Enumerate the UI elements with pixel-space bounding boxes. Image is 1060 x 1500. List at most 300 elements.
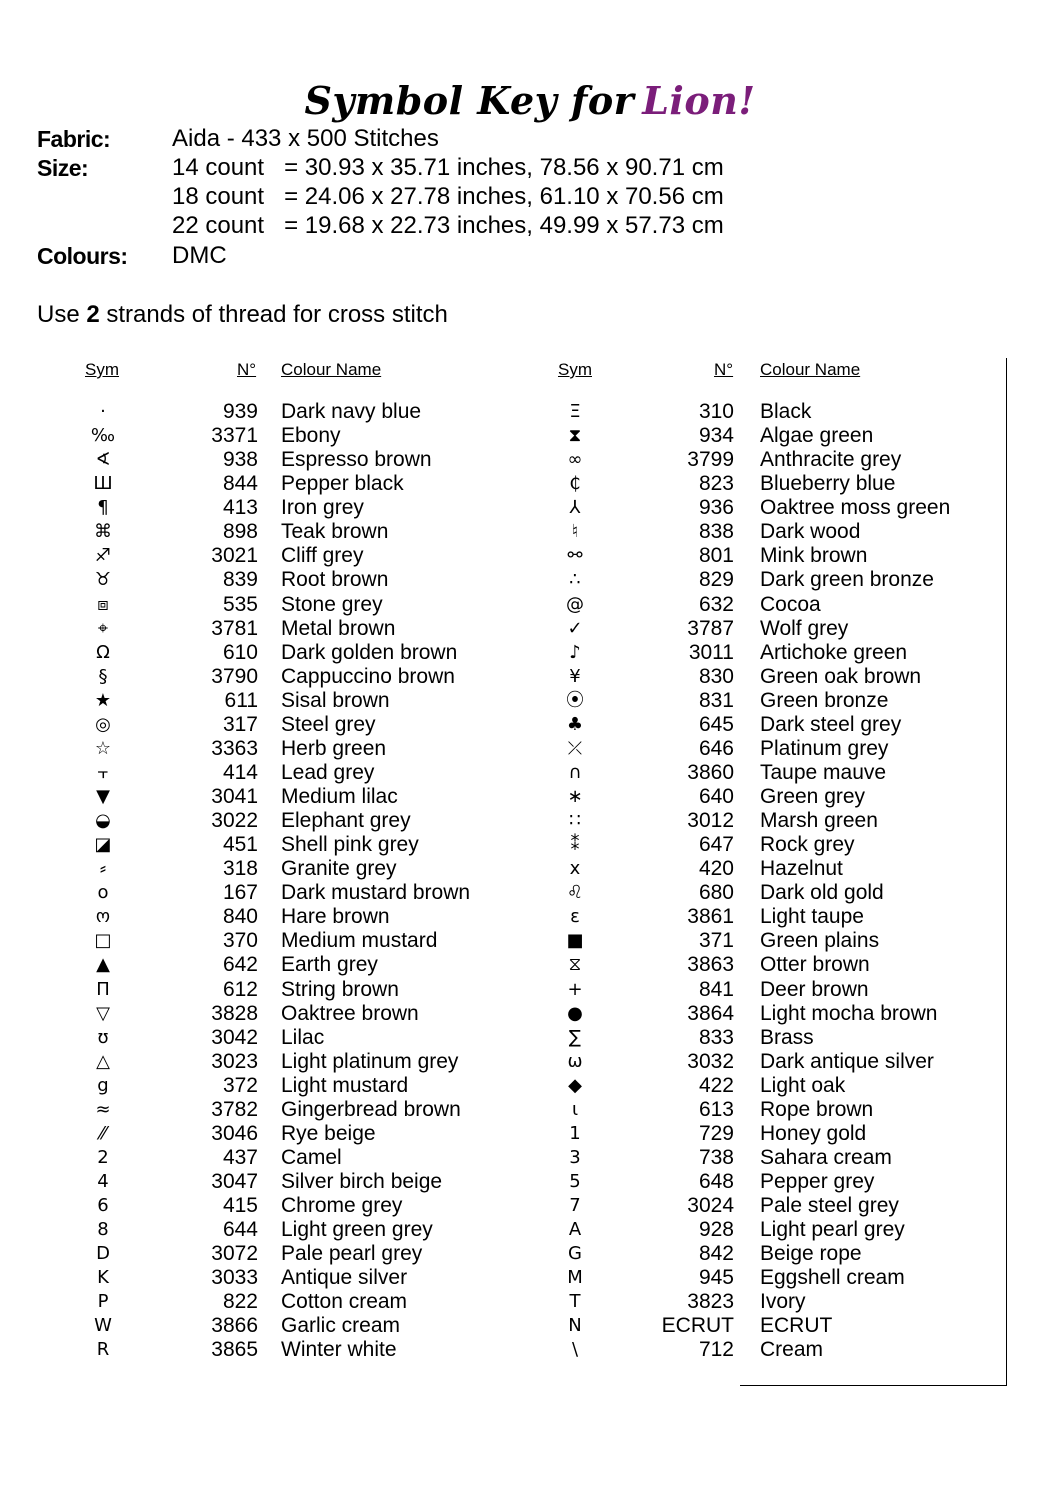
table-row — [0, 929, 1000, 953]
symbol-glyph: ♣ — [566, 713, 584, 735]
symbol-glyph: ⌘ — [94, 521, 112, 543]
dmc-number: 3011 — [688, 640, 734, 664]
table-row — [0, 978, 1000, 1002]
colour-name: Earth grey — [281, 953, 378, 977]
dmc-number: 3861 — [687, 905, 734, 929]
table-row — [0, 1290, 1000, 1314]
colour-name: Shell pink grey — [281, 833, 419, 857]
symbol-glyph: ♮ — [571, 521, 579, 543]
dmc-number: 3864 — [687, 1001, 734, 1025]
colour-name: Root brown — [281, 568, 389, 592]
strands-instruction — [37, 301, 448, 329]
colour-name: Sisal brown — [281, 688, 390, 712]
title-pattern-name: Lion! — [642, 78, 756, 123]
colour-name: Cream — [760, 1338, 824, 1362]
symbol-glyph: 1 — [569, 1122, 581, 1144]
symbol-glyph: ¥ — [569, 665, 581, 687]
table-row — [0, 1194, 1000, 1218]
symbol-glyph: ɩ — [571, 1098, 579, 1120]
dmc-number: 167 — [222, 881, 258, 905]
dmc-number: ECRUT — [661, 1314, 734, 1338]
colour-name: Stone grey — [281, 592, 383, 616]
dmc-number: 839 — [222, 568, 258, 592]
symbol-glyph: Ш — [93, 473, 113, 495]
table-row — [0, 785, 1000, 809]
colour-name: Chrome grey — [281, 1194, 403, 1218]
dmc-number: 934 — [698, 424, 734, 448]
dmc-number: 3799 — [687, 448, 734, 472]
colour-name: Antique silver — [281, 1266, 408, 1290]
colour-name: Algae green — [760, 424, 874, 448]
dmc-number: 3782 — [211, 1097, 258, 1121]
colour-name: Black — [760, 400, 812, 423]
dmc-number: 437 — [222, 1145, 258, 1169]
colour-name: Gingerbread brown — [281, 1097, 461, 1121]
header-name-right: Colour Name — [760, 360, 861, 379]
table-row — [0, 809, 1000, 833]
dmc-number: 3032 — [687, 1049, 734, 1073]
dmc-number: 413 — [222, 496, 258, 520]
colour-name: Light pearl grey — [760, 1218, 905, 1242]
table-row — [0, 665, 1000, 689]
dmc-number: 371 — [698, 929, 734, 953]
table-row — [0, 1266, 1000, 1290]
dmc-number: 3363 — [211, 736, 258, 760]
colour-name: Dark antique silver — [760, 1049, 934, 1073]
colour-name: String brown — [281, 977, 399, 1001]
dmc-number: 680 — [698, 881, 734, 905]
colour-name: Hare brown — [281, 905, 390, 929]
dmc-number: 3047 — [211, 1170, 258, 1193]
colour-name: Dark old gold — [760, 881, 884, 905]
dmc-number: 840 — [222, 905, 258, 929]
colour-name: Iron grey — [281, 496, 364, 520]
colour-name: Rock grey — [760, 833, 855, 857]
symbol-glyph: K — [97, 1267, 109, 1289]
dmc-number: 613 — [698, 1097, 734, 1121]
colour-name: Green oak brown — [760, 664, 922, 688]
symbol-glyph: ◆ — [568, 1074, 582, 1096]
colour-name: ECRUT — [760, 1314, 833, 1338]
dmc-number: 451 — [222, 833, 258, 857]
symbol-glyph: ♉ — [94, 569, 112, 591]
colour-name: Mink brown — [760, 544, 868, 568]
dmc-number: 844 — [222, 472, 258, 496]
dmc-number: 831 — [698, 688, 734, 712]
colour-name: Green grey — [760, 785, 866, 808]
colour-name: Light platinum grey — [281, 1049, 459, 1073]
colour-name: Light taupe — [760, 905, 864, 929]
dmc-number: 317 — [222, 712, 258, 736]
colour-name: Light mocha brown — [760, 1001, 938, 1025]
table-row — [0, 424, 1000, 448]
colour-name: Dark golden brown — [281, 640, 458, 664]
table-row — [0, 544, 1000, 568]
table-row — [0, 761, 1000, 785]
size-label: Size: — [37, 155, 89, 181]
dmc-number: 936 — [698, 496, 734, 520]
symbol-glyph: Ω — [96, 641, 110, 663]
colour-name: Elephant grey — [281, 809, 411, 833]
dmc-number: 414 — [222, 760, 258, 784]
dmc-number: 632 — [698, 592, 734, 616]
dmc-number: 801 — [698, 544, 734, 568]
colour-name: Light oak — [760, 1073, 846, 1097]
dmc-number: 822 — [222, 1290, 258, 1314]
symbol-glyph: ∞ — [567, 449, 583, 471]
colour-name: Lilac — [281, 1025, 325, 1049]
dmc-number: 318 — [222, 857, 258, 881]
table-row — [0, 689, 1000, 713]
dmc-number: 3041 — [211, 785, 258, 808]
dmc-number: 729 — [698, 1121, 734, 1145]
colour-name: Deer brown — [760, 977, 869, 1001]
colour-name: Medium lilac — [281, 785, 398, 808]
table-row — [0, 400, 1000, 424]
dmc-number: 3828 — [211, 1001, 258, 1025]
symbol-glyph: ⤫ — [567, 737, 583, 759]
symbol-glyph: o — [97, 882, 109, 904]
table-row — [0, 1026, 1000, 1050]
dmc-number: 647 — [698, 833, 734, 857]
colour-name: Herb green — [281, 736, 387, 760]
symbol-glyph: x — [569, 858, 581, 880]
colour-name: Blueberry blue — [760, 472, 896, 496]
dmc-number: 3012 — [687, 809, 734, 833]
symbol-glyph: ⚯ — [567, 545, 583, 567]
colour-name: Winter white — [281, 1338, 397, 1362]
dmc-number: 712 — [698, 1338, 734, 1362]
colour-name: Dark navy blue — [281, 400, 422, 423]
colour-name: Cliff grey — [281, 544, 364, 568]
symbol-glyph: ¶ — [97, 497, 109, 519]
colours-label: Colours: — [37, 243, 128, 269]
symbol-glyph: ◪ — [94, 834, 112, 856]
symbol-glyph: ‰ — [90, 425, 116, 447]
dmc-number: 838 — [698, 520, 734, 544]
table-row — [0, 472, 1000, 496]
table-row — [0, 448, 1000, 472]
colour-name: Sahara cream — [760, 1145, 892, 1169]
colour-name: Platinum grey — [760, 736, 889, 760]
colour-name: Cocoa — [760, 592, 821, 616]
size-18-count: 18 count = 24.06 x 27.78 inches, 61.10 x 70.56 cm — [172, 183, 724, 210]
symbol-glyph: ✓ — [567, 617, 583, 639]
colour-name: Light green grey — [281, 1218, 433, 1242]
dmc-number: 738 — [698, 1145, 734, 1169]
dmc-number: 3790 — [211, 664, 258, 688]
dmc-number: 420 — [698, 857, 734, 881]
colour-name: Granite grey — [281, 857, 397, 881]
strands-count: 2 — [86, 301, 100, 328]
colour-name: Brass — [760, 1025, 814, 1049]
symbol-glyph: ∷ — [569, 810, 581, 832]
colour-name: Teak brown — [281, 520, 389, 544]
dmc-number: 3046 — [211, 1121, 258, 1145]
table-row — [0, 713, 1000, 737]
colour-name: Oaktree brown — [281, 1001, 419, 1025]
symbol-glyph: G — [568, 1243, 582, 1265]
dmc-number: 3823 — [687, 1290, 734, 1314]
symbol-glyph: 7 — [569, 1195, 581, 1217]
colour-name: Honey gold — [760, 1121, 867, 1145]
colour-name: Pale steel grey — [760, 1194, 899, 1218]
colour-name: Anthracite grey — [760, 448, 902, 472]
symbol-glyph: □ — [94, 930, 112, 952]
dmc-number: 422 — [698, 1073, 734, 1097]
symbol-glyph: 6 — [97, 1195, 109, 1217]
dmc-number: 640 — [698, 785, 734, 808]
symbol-table-right — [0, 400, 1000, 1363]
colour-name: Dark green bronze — [760, 568, 934, 592]
table-row — [0, 1122, 1000, 1146]
symbol-glyph: ⁑ — [570, 834, 580, 856]
colour-name: Silver birch beige — [281, 1170, 443, 1193]
colour-name: Pale pearl grey — [281, 1242, 423, 1266]
dmc-number: 372 — [222, 1073, 258, 1097]
colour-name: Rye beige — [281, 1121, 376, 1145]
symbol-glyph: ⸗ — [100, 858, 106, 880]
dmc-number: 3021 — [211, 544, 258, 568]
colour-name: Artichoke green — [760, 640, 908, 664]
symbol-glyph: ⧈ — [97, 593, 109, 615]
symbol-glyph: Ξ — [569, 401, 581, 422]
colour-name: Green plains — [760, 929, 880, 953]
colour-name: Rope brown — [760, 1097, 874, 1121]
colour-name: Wolf grey — [760, 616, 849, 640]
fabric-label: Fabric: — [37, 126, 111, 152]
symbol-glyph: ⁄⁄ — [99, 1122, 106, 1144]
dmc-number: 898 — [222, 520, 258, 544]
colour-name: Camel — [281, 1145, 342, 1169]
colour-name: Beige rope — [760, 1242, 862, 1266]
symbol-glyph: A — [568, 1219, 582, 1241]
symbol-glyph: ⧗ — [568, 425, 582, 447]
symbol-glyph: Π — [96, 978, 110, 1000]
colour-name: Eggshell cream — [760, 1266, 905, 1290]
symbol-glyph: ▼ — [96, 786, 110, 807]
symbol-glyph: ⧖ — [568, 954, 582, 976]
table-row — [0, 593, 1000, 617]
dmc-number: 415 — [222, 1194, 258, 1218]
dmc-number: 830 — [698, 664, 734, 688]
colour-name: Metal brown — [281, 616, 396, 640]
table-row — [0, 905, 1000, 929]
colour-name: Steel grey — [281, 712, 376, 736]
symbol-glyph: 3 — [569, 1146, 581, 1168]
table-row — [0, 1314, 1000, 1338]
symbol-glyph: ∴ — [569, 569, 581, 591]
colour-name: Medium mustard — [281, 929, 438, 953]
dmc-number: 3371 — [211, 424, 258, 448]
symbol-glyph: ● — [567, 1002, 583, 1024]
symbol-glyph: ∩ — [568, 761, 582, 783]
symbol-glyph: ɛ — [570, 906, 580, 928]
colours-value: DMC — [172, 242, 227, 269]
colour-name: Light mustard — [281, 1073, 409, 1097]
dmc-number: 833 — [698, 1025, 734, 1049]
symbol-glyph: \ — [571, 1339, 579, 1361]
dmc-number: 611 — [224, 688, 258, 712]
dmc-number: 645 — [698, 712, 734, 736]
right-border-line — [1006, 358, 1007, 1386]
dmc-number: 939 — [222, 400, 258, 423]
symbol-glyph: 5 — [569, 1171, 581, 1192]
symbol-glyph: ⌖ — [97, 617, 109, 639]
symbol-glyph: W — [94, 1315, 112, 1337]
symbol-glyph: 8 — [97, 1219, 109, 1241]
symbol-glyph: T — [569, 1291, 581, 1313]
table-row — [0, 953, 1000, 977]
colour-name: Otter brown — [760, 953, 870, 977]
colour-name: Garlic cream — [281, 1314, 401, 1338]
size-22-count: 22 count = 19.68 x 22.73 inches, 49.99 x 57.73 cm — [172, 212, 724, 239]
dmc-number: 3866 — [211, 1314, 258, 1338]
table-row — [0, 833, 1000, 857]
symbol-glyph: ∑ — [568, 1026, 582, 1048]
colour-name: Pepper grey — [760, 1170, 875, 1193]
symbol-glyph: ʊ — [97, 1026, 109, 1048]
symbol-glyph: ₵ — [569, 473, 581, 495]
strands-pre: Use — [37, 301, 87, 328]
symbol-glyph: § — [98, 665, 108, 687]
colour-name: Cotton cream — [281, 1290, 408, 1314]
dmc-number: 3072 — [211, 1242, 258, 1266]
symbol-glyph: 2 — [97, 1146, 109, 1168]
symbol-glyph: @ — [566, 593, 584, 615]
symbol-glyph: ◒ — [95, 810, 111, 832]
table-row — [0, 641, 1000, 665]
dmc-number: 3023 — [211, 1049, 258, 1073]
symbol-glyph: ♪ — [569, 641, 581, 663]
strands-post: strands of thread for cross stitch — [99, 301, 448, 328]
bottom-border-line — [740, 1385, 1007, 1386]
symbol-glyph: ∗ — [567, 786, 583, 807]
colour-name: Ivory — [760, 1290, 806, 1314]
colour-name: Pepper black — [281, 472, 404, 496]
table-row — [0, 737, 1000, 761]
symbol-glyph: R — [96, 1339, 110, 1361]
dmc-number: 3787 — [687, 616, 734, 640]
dmc-number: 646 — [698, 736, 734, 760]
dmc-number: 3042 — [211, 1025, 258, 1049]
colour-name: Espresso brown — [281, 448, 432, 472]
dmc-number: 3863 — [687, 953, 734, 977]
table-row — [0, 1146, 1000, 1170]
dmc-number: 310 — [698, 400, 734, 423]
colour-name: Dark steel grey — [760, 712, 902, 736]
header-num-left: N° — [237, 360, 257, 379]
dmc-number: 823 — [698, 472, 734, 496]
dmc-number: 3781 — [211, 616, 258, 640]
dmc-number: 841 — [698, 977, 734, 1001]
colour-name: Cappuccino brown — [281, 664, 455, 688]
dmc-number: 370 — [222, 929, 258, 953]
title-prefix: Symbol Key for — [304, 78, 635, 123]
dmc-number: 535 — [222, 592, 258, 616]
table-row — [0, 1338, 1000, 1362]
size-14-count: 14 count = 30.93 x 35.71 inches, 78.56 x 90.71 cm — [172, 154, 724, 181]
symbol-glyph: M — [567, 1267, 583, 1289]
symbol-glyph: 4 — [97, 1171, 109, 1192]
colour-name: Lead grey — [281, 760, 375, 784]
symbol-glyph: ★ — [94, 689, 112, 711]
table-row — [0, 1242, 1000, 1266]
table-row — [0, 496, 1000, 520]
dmc-number: 928 — [698, 1218, 734, 1242]
symbol-glyph: ⦿ — [566, 689, 584, 711]
header-sym-left: Sym — [85, 360, 119, 379]
header-num-right: N° — [714, 360, 734, 379]
dmc-number: 938 — [222, 448, 258, 472]
header-name-left: Colour Name — [281, 360, 382, 379]
dmc-number: 3022 — [211, 809, 258, 833]
table-row — [0, 1002, 1000, 1026]
table-row — [0, 568, 1000, 592]
symbol-glyph: ⅄ — [569, 497, 581, 519]
symbol-glyph: + — [567, 978, 583, 1000]
table-row — [0, 520, 1000, 544]
symbol-glyph: ♐ — [94, 545, 112, 567]
dmc-number: 642 — [222, 953, 258, 977]
symbol-glyph: ▽ — [96, 1002, 110, 1024]
dmc-number: 610 — [222, 640, 258, 664]
symbol-glyph: ■ — [566, 930, 584, 952]
symbol-glyph: ო — [95, 906, 111, 928]
symbol-glyph: ♌ — [566, 882, 584, 904]
colour-name: Hazelnut — [760, 857, 843, 881]
table-row — [0, 1098, 1000, 1122]
symbol-glyph: ▲ — [96, 954, 110, 976]
colour-name: Oaktree moss green — [760, 496, 951, 520]
dmc-number: 612 — [222, 977, 258, 1001]
dmc-number: 945 — [698, 1266, 734, 1290]
colour-name: Dark mustard brown — [281, 881, 471, 905]
symbol-glyph: · — [100, 401, 106, 422]
dmc-number: 829 — [698, 568, 734, 592]
symbol-glyph: △ — [96, 1050, 110, 1072]
table-row — [0, 881, 1000, 905]
symbol-glyph: N — [568, 1315, 582, 1337]
symbol-glyph: ◎ — [95, 713, 111, 735]
symbol-glyph: ω — [567, 1050, 583, 1072]
symbol-glyph: ≈ — [95, 1098, 111, 1120]
colour-name: Ebony — [281, 424, 341, 448]
symbol-glyph: ⫟ — [97, 761, 109, 783]
colour-name: Dark wood — [760, 520, 861, 544]
symbol-glyph: ∢ — [95, 449, 111, 471]
table-row — [0, 857, 1000, 881]
dmc-number: 3865 — [211, 1338, 258, 1362]
symbol-glyph: D — [96, 1243, 110, 1265]
page-title — [0, 78, 1060, 123]
table-row — [0, 1050, 1000, 1074]
table-row — [0, 1170, 1000, 1194]
fabric-value: Aida - 433 x 500 Stitches — [172, 125, 439, 152]
table-row — [0, 1074, 1000, 1098]
dmc-number: 3024 — [687, 1194, 734, 1218]
dmc-number: 644 — [222, 1218, 258, 1242]
dmc-number: 648 — [698, 1170, 734, 1193]
colour-name: Taupe mauve — [760, 760, 887, 784]
symbol-glyph: g — [97, 1074, 109, 1096]
table-row — [0, 1218, 1000, 1242]
dmc-number: 3860 — [687, 760, 734, 784]
dmc-number: 3033 — [211, 1266, 258, 1290]
header-sym-right: Sym — [558, 360, 592, 379]
symbol-glyph: ☆ — [94, 737, 112, 759]
colour-name: Marsh green — [760, 809, 878, 833]
